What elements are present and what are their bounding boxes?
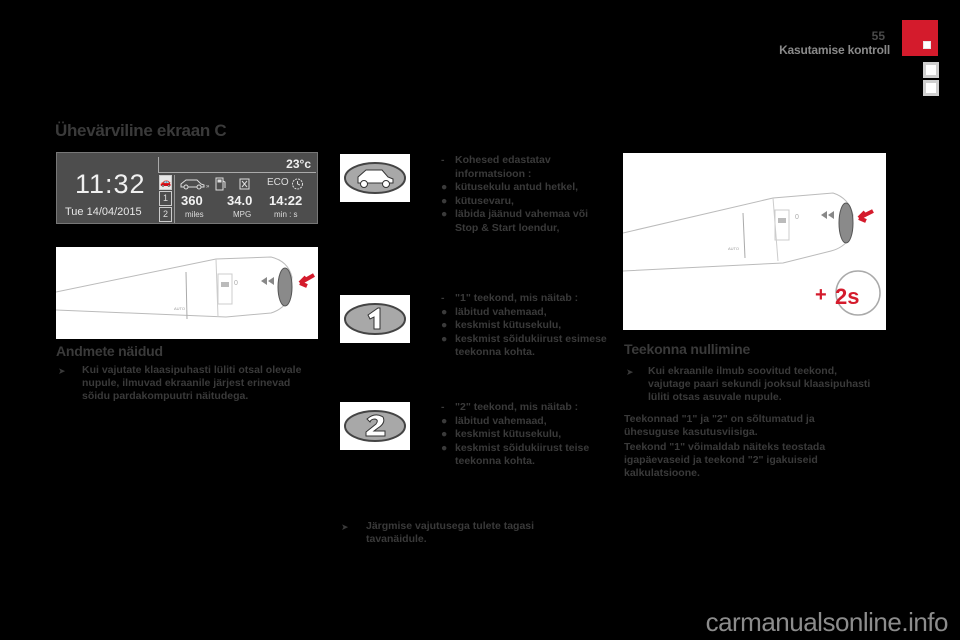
car-oval-icon <box>340 154 410 202</box>
trip-reset-heading: Teekonna nullimine <box>624 341 751 357</box>
chapter-tab-2[interactable] <box>923 62 939 78</box>
list-item: ● läbitud vahemaad, <box>441 414 547 427</box>
display-temperature: 23°c <box>286 157 311 171</box>
trip-2-info-list <box>441 401 611 469</box>
trip-independence-note: Teekonnad "1" ja "2" on sõltumatud ja ühesuguse kasutusviisiga. <box>624 413 815 438</box>
list-item: ● kütusekulu antud hetkel, <box>441 181 579 193</box>
chapter-tab-active[interactable] <box>902 20 938 56</box>
svg-text:»: » <box>206 184 210 190</box>
trip-reset-instruction: Kui ekraanile ilmub soovitud teekond, vajutage paari sekundi jooksul klaasipuhasti lüliti otsas asuvale nupule. <box>648 365 871 403</box>
return-note: Järgmise vajutusega tulete tagasi tavanäidule. <box>366 520 535 545</box>
car-icon: 🚗 <box>159 175 172 190</box>
svg-text:AUTO: AUTO <box>174 306 186 311</box>
tab-marker-icon <box>923 41 931 49</box>
section-title: Ühevärviline ekraan C <box>55 121 227 140</box>
list-item: ● kütusevaru, <box>441 194 514 207</box>
data-display-heading: Andmete näidud <box>56 343 163 359</box>
stop-start-unit: min : s <box>274 210 298 219</box>
monochrome-display-illustration <box>56 152 318 224</box>
trip-1-info-list <box>441 292 611 360</box>
number-1-oval-icon <box>340 295 410 343</box>
list-item: ● läbitud vahemaad, <box>441 305 547 318</box>
trip-usage-example: Teekond "1" võimaldab näiteks teostada igapäevaseid ja teekond "2" igakuiseid kalkulatsioone. <box>624 441 826 479</box>
two-seconds-badge: 2s <box>835 284 860 309</box>
wiper-stalk-reset-illustration <box>623 153 886 330</box>
car-range-icon <box>179 177 213 193</box>
list-intro: - "1" teekond, mis näitab : <box>441 292 579 304</box>
range-unit: miles <box>185 210 204 219</box>
list-intro: - Kohesed edastatav informatsioon : <box>441 154 551 180</box>
tab-marker-icon <box>926 65 936 75</box>
data-display-instruction: Kui vajutate klaasipuhasti lüliti otsal olevale nupule, ilmuvad ekraanile järjest erinevad sõidu pardakompuutri näitudega. <box>82 364 302 402</box>
chapter-title: Kasutamise kontroll <box>779 43 890 57</box>
display-mode-selector <box>159 175 173 223</box>
number-2-oval-icon <box>340 402 410 450</box>
fuel-can-icon <box>239 177 250 193</box>
stop-start-value: 14:22 <box>269 193 303 208</box>
list-item: ● keskmist kütusekulu, <box>441 428 562 440</box>
tab-marker-icon <box>926 83 936 93</box>
instant-info-list <box>441 154 611 235</box>
display-divider <box>174 175 175 223</box>
svg-text:AUTO: AUTO <box>728 246 740 251</box>
watermark-link[interactable]: carmanualsonline.info <box>705 607 948 637</box>
plus-badge: + <box>815 284 827 306</box>
stop-start-timer-icon <box>291 177 304 193</box>
list-item: ● läbida jäänud vahemaa või Stop & Start loendur, <box>441 208 589 234</box>
chapter-tab-3[interactable] <box>923 80 939 96</box>
arrow-bullet-icon: ➤ <box>626 367 634 377</box>
display-clock: 11:32 <box>75 169 146 199</box>
list-item: ● keskmist sõidukiirust teise teekonna kohta. <box>441 441 590 467</box>
display-mode-1: 1 <box>159 191 172 206</box>
arrow-bullet-icon: ➤ <box>341 522 349 532</box>
list-item: ● keskmist sõidukiirust esimese teekonna kohta. <box>441 332 607 358</box>
range-value: 360 <box>181 193 203 208</box>
list-intro: - "2" teekond, mis näitab : <box>441 401 579 413</box>
wiper-stalk-illustration <box>56 247 318 339</box>
svg-text:0: 0 <box>234 280 238 287</box>
fuel-pump-icon <box>215 177 227 194</box>
page-number: 55 <box>871 29 885 43</box>
svg-text:0: 0 <box>795 214 799 221</box>
eco-label: ECO <box>267 177 289 188</box>
consumption-value: 34.0 <box>227 193 253 208</box>
display-date: Tue 14/04/2015 <box>65 206 142 218</box>
display-mode-2: 2 <box>159 207 172 222</box>
list-item: ● keskmist kütusekulu, <box>441 319 562 331</box>
display-icons-row <box>179 177 319 191</box>
arrow-bullet-icon: ➤ <box>58 366 66 376</box>
consumption-unit: MPG <box>233 210 252 219</box>
